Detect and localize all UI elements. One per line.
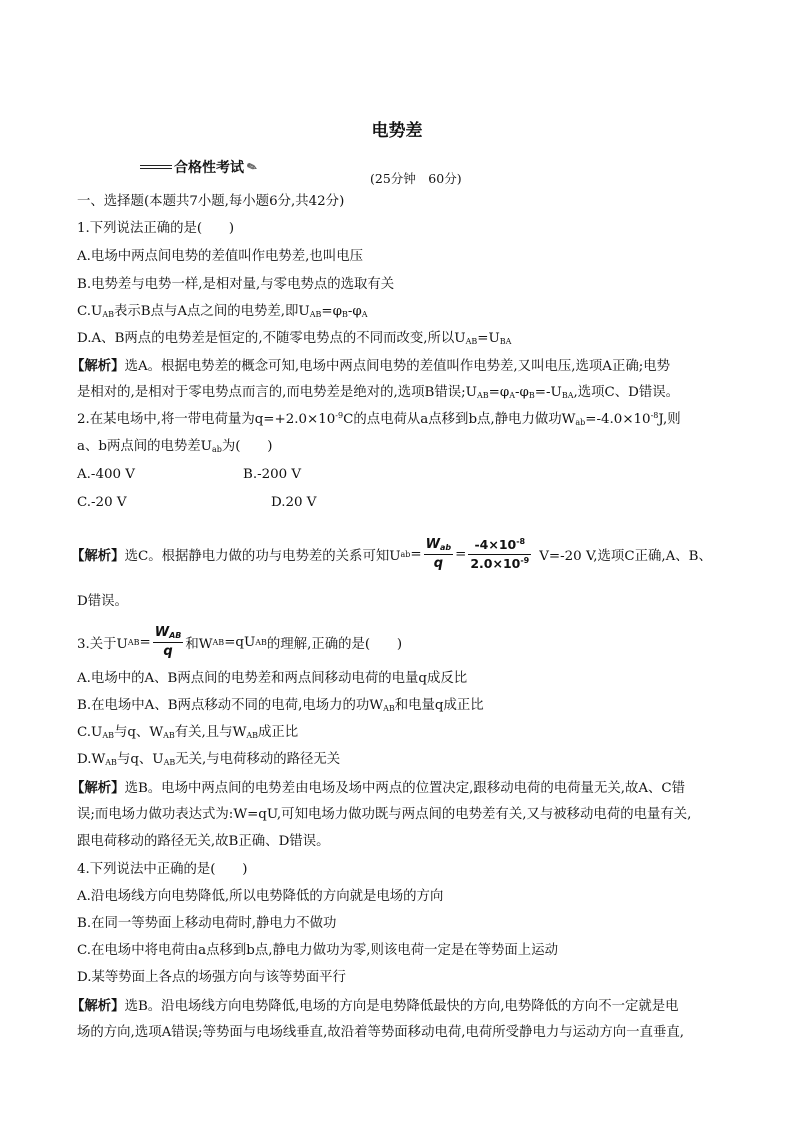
q3-option-c: $C.U_{AB}$与q、$W_{AB}$有关,且与$W_{AB}$成正比 [77,725,299,740]
q4-option-b: B.在同一等势面上移动电荷时,静电力不做功 [77,916,337,931]
analysis-tag: 【解析】 [71,780,125,796]
analysis-tag: 【解析】 [71,358,125,374]
section-time: (25分钟 60分) [370,171,462,186]
section-label: 合格性考试 [174,160,244,176]
q3-analysis-line3: 跟电荷移动的路径无关,故B正确、D错误。 [77,834,330,849]
analysis-tag: 【解析】 [71,998,125,1014]
q3-stem: 3.关于U AB = $\frac{W_{AB}}{q}$ 和W AB =qU AB 的理解,正确的是( ) [77,625,403,659]
part-heading: 一、选择题(本题共7小题,每小题6分,共42分) [77,194,345,209]
q1-analysis-line1: 【解析】选A。根据电势差的概念可知,电场中两点间电势的差值叫作电势差,又叫电压,选项A正确;电势 [71,358,671,374]
q3-option-b: B.在电场中A、B两点移动不同的电荷,电场力的功$W_{AB}$和电量q成正比 [77,698,484,713]
q2-option-b: B.-200 V [243,467,302,482]
q1-option-c: $C.U_{AB}$表示B点与A点之间的电势差,即$U_{AB}=\varphi_B-\varphi_A$ [77,304,368,319]
q1-analysis-line2: 是相对的,是相对于零电势点而言的,而电势差是绝对的,选项B错误$;U_{AB}=\varphi_A-\varphi_B=-U_{BA}$,选项C、D错误。 [77,385,680,400]
q4-option-c: C.在电场中将电荷由a点移到b点,静电力做功为零,则该电荷一定是在等势面上运动 [77,943,558,958]
q1-stem: 1.下列说法正确的是( ) [77,221,235,236]
q2-stem-line2: a、b两点间的电势差$U_{ab}$为( ) [77,439,273,454]
q2-option-c: C.-20 V [77,495,127,510]
fraction-values: $\frac{-4\times 10^{-8}}{2.0\times 10^{-9}}$ [470,537,530,571]
q4-analysis-line1: 【解析】选B。沿电场线方向电势降低,电场的方向是电势降低最快的方向,电势降低的方向不一定就是电 [71,998,679,1014]
q2-option-a: A.-400 V [77,467,135,482]
section-rule [140,165,172,169]
fraction-wab-over-q: $\frac{W_{AB}}{q}$ [154,625,182,659]
q4-option-d: D.某等势面上各点的场强方向与该等势面平行 [77,970,346,985]
q4-stem: 4.下列说法中正确的是( ) [77,862,248,877]
q3-analysis-line2: 误;而电场力做功表达式为:W=qU,可知电场力做功既与两点间的电势差有关,又与被移动电荷的电量有关, [77,807,692,822]
q2-analysis-line1: 【解析】 选C。根据静电力做的功与电势差的关系可知U ab = $\frac{W_{ab}}{q}$ = $\frac{-4\times 10^{-8}}{2.0\times 10^{-9}}$ V=-20 V,选项C正确,A、B、 [71,537,712,571]
q1-option-a: A.电场中两点间电势的差值叫作电势差,也叫电压 [77,249,363,264]
pencil-icon: ✎ [244,158,260,176]
page-title: 电势差 [371,121,423,141]
q2-stem-line1: 2.在某电场中,将一带电荷量为$q=+2.0\times 10^{-9}C$的点电荷从a点移到b点,静电力做功$W_{ab}=-4.0\times 10^{-8}J$,则 [77,411,681,427]
q3-option-d: $D.W_{AB}$与q、$U_{AB}$无关,与电荷移动的路径无关 [77,752,341,767]
q3-analysis-line1: 【解析】选B。电场中两点间的电势差由电场及场中两点的位置决定,跟移动电荷的电荷量无关,故A、C错 [71,780,686,796]
q2-analysis-line2: D错误。 [77,594,128,609]
q4-analysis-line2: 场的方向,选项A错误;等势面与电场线垂直,故沿着等势面移动电荷,电荷所受静电力与运动方向一直垂直, [77,1025,685,1040]
q1-option-d: D.A、B两点的电势差是恒定的,不随零电势点的不同而改变,所以$U_{AB}=U_{BA}$ [77,331,512,346]
analysis-tag: 【解析】 [71,548,125,564]
q3-option-a: A.电场中的A、B两点间的电势差和两点间移动电荷的电量q成反比 [77,671,468,686]
section-heading [140,157,260,177]
q1-option-b: B.电势差与电势一样,是相对量,与零电势点的选取有关 [77,277,395,292]
fraction-w-over-q: $\frac{W_{ab}}{q}$ [425,537,452,571]
q4-option-a: A.沿电场线方向电势降低,所以电势降低的方向就是电场的方向 [77,889,444,904]
q2-option-d: D.20 V [271,495,317,510]
